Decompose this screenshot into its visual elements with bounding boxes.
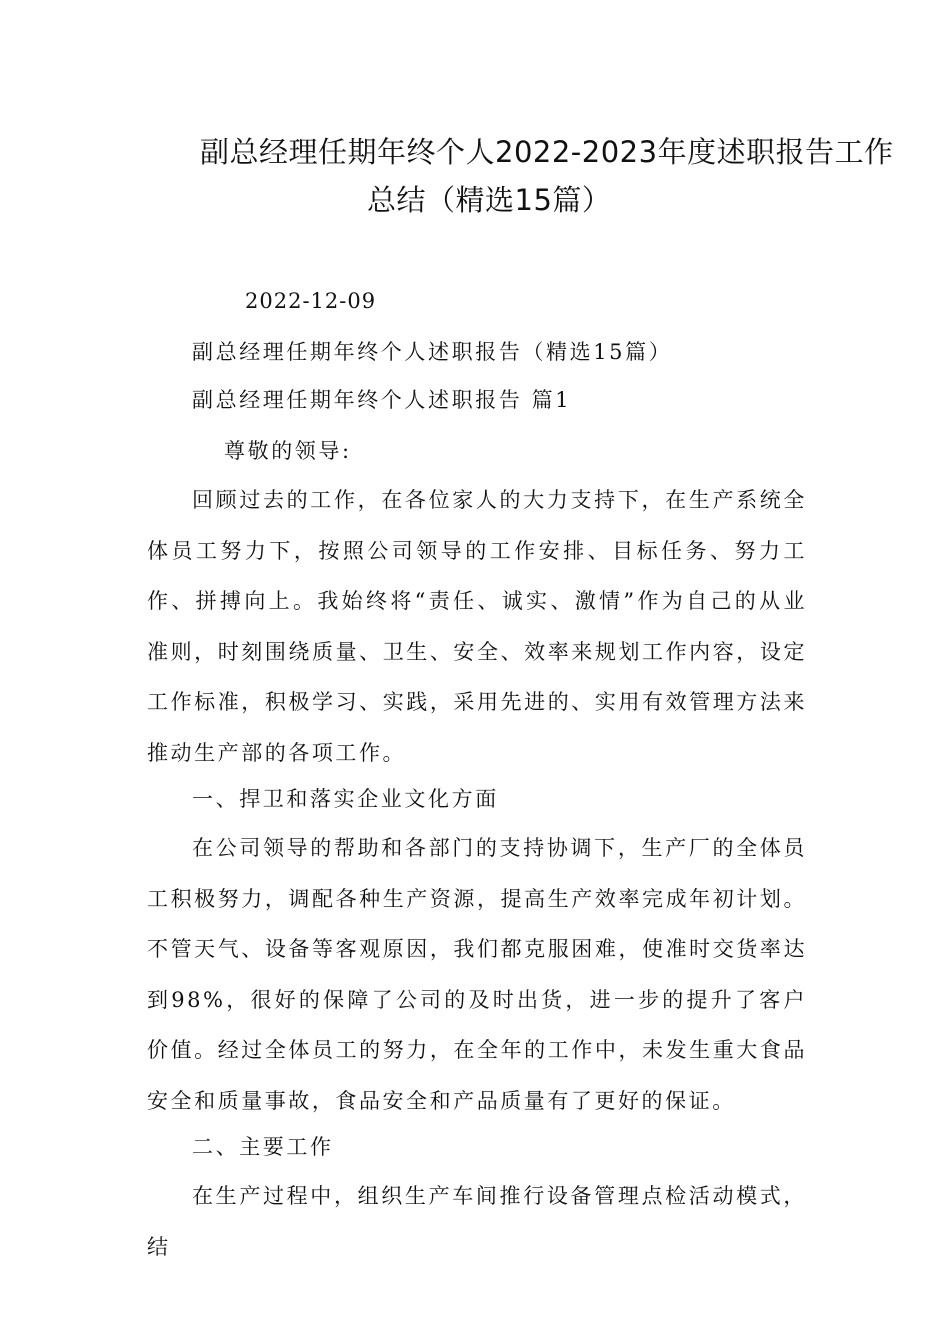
document-subtitle: 副总经理任期年终个人述职报告（精选15篇）	[192, 340, 673, 364]
section-heading: 副总经理任期年终个人述职报告 篇1	[192, 388, 572, 412]
document-date: 2022-12-09	[245, 289, 377, 313]
heading-2: 二、主要工作	[192, 1135, 334, 1159]
document-title-line-2: 总结（精选15篇）	[367, 183, 612, 217]
heading-1: 一、捍卫和落实企业文化方面	[192, 787, 499, 811]
greeting: 尊敬的领导:	[224, 439, 352, 463]
paragraph-1: 回顾过去的工作，在各位家人的大力支持下，在生产系统全体员工努力下，按照公司领导的工作安排、目标任务、努力工作、拼搏向上。我始终将“责任、诚实、激情”作为自己的从业准则，时刻围绕质量、卫生、安全、效率来规划工作内容，设定工作标准，积极学习、实践，采用先进的、实用有效管理方法来推动生产部的各项工作。	[147, 488, 807, 765]
document-title-line-1: 副总经理任期年终个人2022-2023年度述职报告工作	[200, 135, 894, 169]
paragraph-2: 在公司领导的帮助和各部门的支持协调下，生产厂的全体员工积极努力，调配各种生产资源，提高生产效率完成年初计划。不管天气、设备等客观原因，我们都克服困难，使准时交货率达到98%，很好的保障了公司的及时出货，进一步的提升了客户价值。经过全体员工的努力，在全年的工作中，未发生重大食品安全和质量事故，食品安全和产品质量有了更好的保证。	[147, 836, 807, 1113]
paragraph-3: 在生产过程中，组织生产车间推行设备管理点检活动模式，结	[147, 1184, 807, 1259]
